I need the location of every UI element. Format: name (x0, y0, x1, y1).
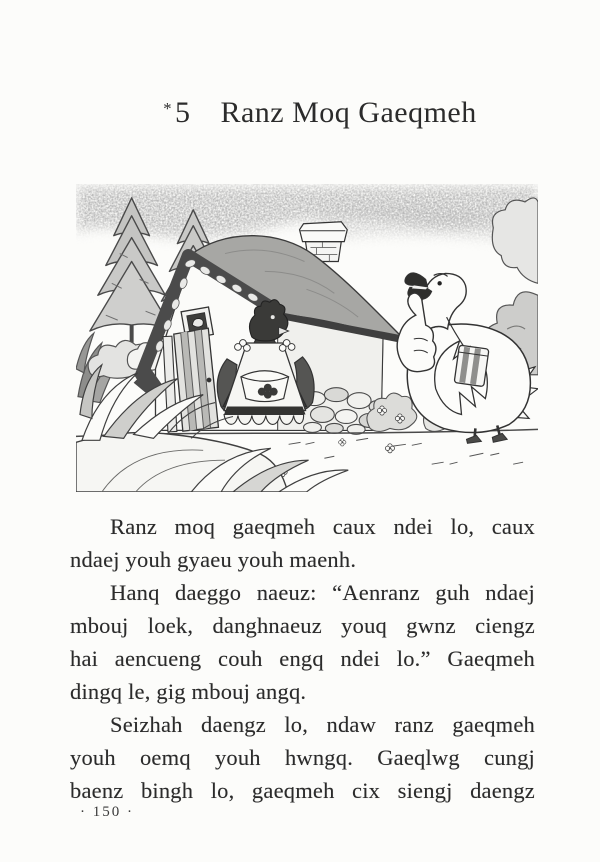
apron-waistband (224, 407, 305, 415)
paragraph-1 (70, 510, 535, 576)
text-line: Seizhah daengz lo, ndaw ranz gaeqmeh (110, 712, 535, 737)
paragraph-2 (70, 576, 535, 708)
title-text: Ranz Moq Gaeqmeh (220, 96, 477, 129)
body-text (70, 510, 535, 807)
goose-eye (437, 281, 441, 285)
illustration-svg (76, 184, 538, 492)
text-line: mbouj loek, danghnaeuz youq gwnz ciengz (70, 613, 535, 638)
text-line: dingq le, gig mbouj angq. (70, 679, 307, 704)
goose-neck (421, 273, 466, 331)
text-line: Hanq daeggo naeuz: “Aenranz guh ndaej (110, 580, 535, 605)
goose-beak (405, 273, 428, 287)
paragraph-3 (70, 708, 535, 807)
story-illustration (76, 184, 538, 492)
text-line: ndaej youh gyaeu youh maenh. (70, 547, 357, 572)
page-title (88, 96, 552, 130)
title-asterisk: * (163, 98, 172, 118)
page-number: · 150 · (80, 804, 134, 820)
hen-eye (271, 315, 275, 319)
satchel (454, 345, 489, 387)
title-number: 5 (174, 96, 191, 129)
text-line: youh oemq youh hwngq. Gaeqlwg cungj (70, 745, 535, 770)
text-line: hai aencueng couh engq ndei lo.” Gaeqmeh (70, 646, 535, 671)
text-line: Ranz moq gaeqmeh caux ndei lo, caux (110, 514, 535, 539)
text-line: baenz bingh lo, gaeqmeh cix siengj daengz (70, 778, 535, 803)
